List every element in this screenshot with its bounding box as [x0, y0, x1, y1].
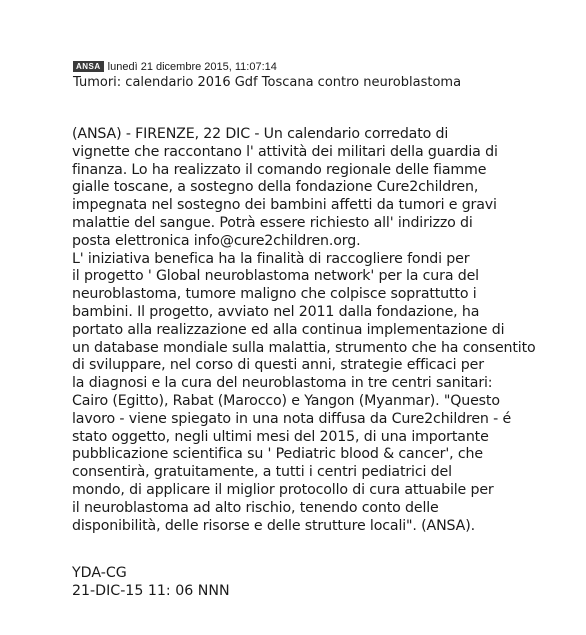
article-line: bambini. Il progetto, avviato nel 2011 dalla fondazione, ha: [72, 303, 480, 320]
article-line: lavoro - viene spiegato in una nota diffusa da Cure2children - é: [72, 410, 512, 427]
article-body: [72, 126, 536, 535]
article-line: (ANSA) - FIRENZE, 22 DIC - Un calendario corredato di: [72, 126, 449, 142]
article-line: posta elettronica info@cure2children.org.: [72, 232, 361, 249]
dispatch-footer: [72, 565, 230, 601]
article-line: la diagnosi e la cura del neuroblastoma in tre centri sanitari:: [72, 375, 493, 392]
article-line: pubblicazione scientifica su ' Pediatric blood & cancer', che: [72, 446, 483, 463]
article-line: mondo, di applicare il miglior protocollo di cura attuabile per: [72, 481, 494, 498]
article-line: il neuroblastoma ad alto rischio, tenendo conto delle: [72, 499, 439, 516]
article-line: gialle toscane, a sostegno della fondazione Cure2children,: [72, 179, 479, 196]
transmission-stamp: 21-DIC-15 11: 06 NNN: [72, 582, 230, 599]
article-line: impegnata nel sostegno dei bambini affetti da tumori e gravi: [72, 197, 497, 214]
article-line: il progetto ' Global neuroblastoma network' per la cura del: [72, 268, 479, 285]
article-line: vignette che raccontano l' attività dei militari della guardia di: [72, 143, 498, 160]
dispatch-datetime: lunedì 21 dicembre 2015, 11:07:14: [107, 61, 277, 73]
article-line: neuroblastoma, tumore maligno che colpisce soprattutto i: [72, 286, 477, 303]
editor-code: YDA-CG: [72, 565, 127, 581]
ansa-logo: ANSA: [73, 61, 104, 72]
article-line: L' iniziativa benefica ha la finalità di raccogliere fondi per: [72, 250, 470, 267]
article-line: Cairo (Egitto), Rabat (Marocco) e Yangon (Myanmar). "Questo: [72, 392, 500, 409]
article-line: disponibilità, delle risorse e delle strutture locali". (ANSA).: [72, 517, 475, 534]
article-line: finanza. Lo ha realizzato il comando regionale delle fiamme: [72, 161, 487, 178]
article-line: malattie del sangue. Potrà essere richiesto all' indirizzo di: [72, 214, 473, 231]
article-line: portato alla realizzazione ed alla continua implementazione di: [72, 321, 505, 338]
article-line: un database mondiale sulla malattia, strumento che ha consentito: [72, 339, 536, 356]
article-line: stato oggetto, negli ultimi mesi del 2015, di una importante: [72, 428, 489, 445]
article-line: di sviluppare, nel corso di questi anni, strategie efficaci per: [72, 357, 484, 374]
dispatch-meta: [73, 61, 277, 74]
dispatch-headline: Tumori: calendario 2016 Gdf Toscana contro neuroblastoma: [73, 75, 462, 90]
article-line: consentirà, gratuitamente, a tutti i centri pediatrici del: [72, 464, 452, 481]
